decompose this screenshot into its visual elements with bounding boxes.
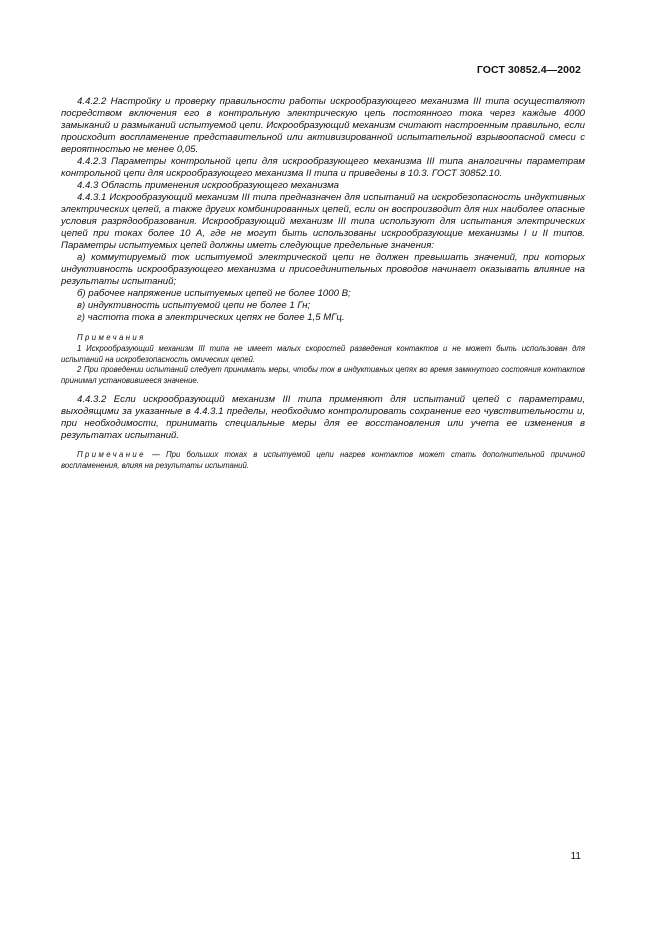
note-2: 2 При проведении испытаний следует принимать меры, чтобы ток в индуктивных цепях во время замкнутого состояния контактов принимал установившееся значение. <box>61 365 585 385</box>
list-item: а) коммутируемый ток испытуемой электрической цепи не должен превышать значений, при которых индуктивность искрообразующего механизма и присоединительных проводов начинает оказывать влияние на результаты испытаний; <box>61 252 585 287</box>
notes-title: Примечания <box>77 333 146 342</box>
paragraph-4-4-2-3: 4.4.2.3 Параметры контрольной цепи для искрообразующего механизма III типа аналогичны параметрам контрольной цепи для искрообразующего механизма II типа и приведены в 10.3. ГОСТ 30852.10. <box>61 156 585 179</box>
final-note-text: — При больших токах в испытуемой цепи нагрев контактов может стать дополнительной причиной воспламенения, влияя на результаты испытаний. <box>61 450 585 470</box>
list-item: б) рабочее напряжение испытуемых цепей не более 1000 В; <box>77 288 351 299</box>
parameter-list <box>61 252 585 324</box>
note-1: 1 Искрообразующий механизм III типа не имеет малых скоростей разведения контактов и не может быть использован для испытаний на искробезопасность омических цепей. <box>61 344 585 364</box>
final-note <box>61 450 585 471</box>
paragraph-4-4-3-2: 4.4.3.2 Если искрообразующий механизм III типа применяют для испытаний цепей с параметрами, выходящими за указанные в 4.4.3.1 пределы, необходимо контролировать сохранение его чувствительности и, при необходимости, принимать специальные меры для ее восстановления или учета ее изменения в результатах испытаний. <box>61 394 585 441</box>
page-content <box>61 96 585 471</box>
list-item: в) индуктивность испытуемой цепи не более 1 Гн; <box>77 300 311 311</box>
page-number: 11 <box>570 851 581 862</box>
paragraph-4-4-3-1: 4.4.3.1 Искрообразующий механизм III типа предназначен для испытаний на искробезопасность индуктивных электрических цепей, а также других комбинированных цепей, если он воспроизводит для них наиболее опасные условия разрядообразования. Искрообразующий механизм III типа используют для испытания электрических цепей при токах более 10 А, где не могут быть использованы искрообразующие механизмы I и II типов. Параметры испытуемых цепей должны иметь следующие предельные значения: <box>61 192 585 251</box>
section-heading-4-4-3: 4.4.3 Область применения искрообразующего механизма <box>77 180 339 191</box>
final-note-label: Примечание <box>77 450 146 459</box>
document-code-header: ГОСТ 30852.4—2002 <box>476 64 581 76</box>
list-item: г) частота тока в электрических цепях не более 1,5 МГц. <box>77 312 345 323</box>
paragraph-4-4-2-2: 4.4.2.2 Настройку и проверку правильности работы искрообразующего механизма III типа осуществляют посредством включения его в контрольную электрическую цепь постоянного тока через каждые 4000 замыканий и размыканий испытуемой цепи. Искрообразующий механизм считают настроенным правильно, если происходит воспламенение представительной или активизированной испытательной взрывоопасной смеси с вероятностью не менее 0,05. <box>61 96 585 155</box>
